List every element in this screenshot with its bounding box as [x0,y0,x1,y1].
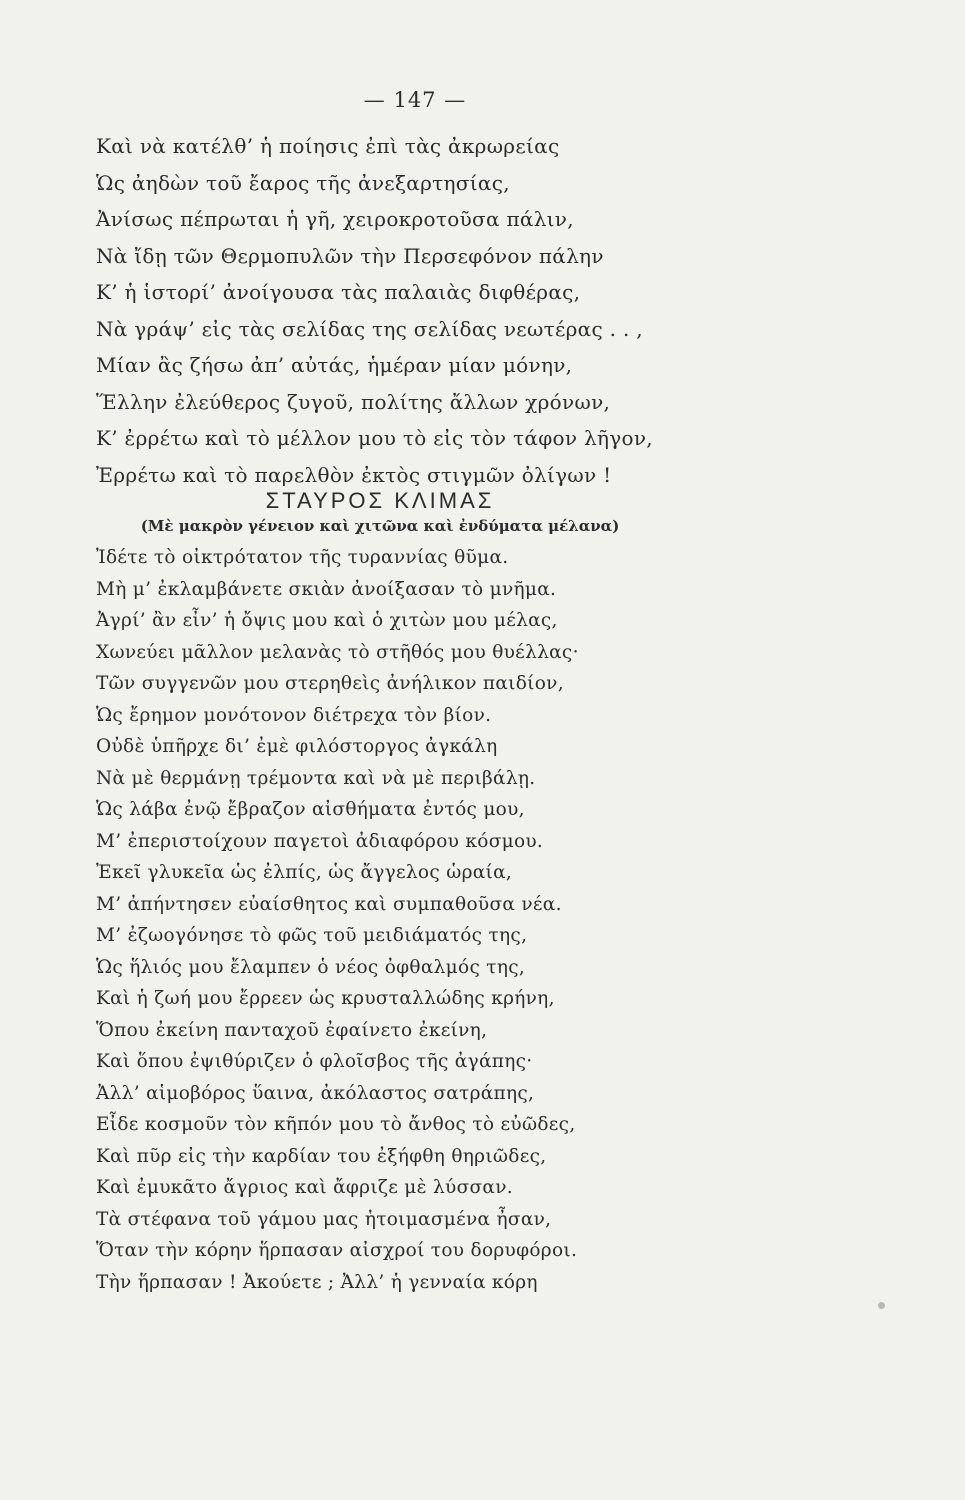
verse-line: Νὰ μὲ θερμάνῃ τρέμοντα καὶ νὰ μὲ περιβάλῃ. [96,767,536,789]
verse-line: Ὡς λάβα ἐνῷ ἔβραζον αἰσθήματα ἐντός μου, [96,799,525,820]
verse-line: Μίαν ἂς ζήσω ἀπ’ αὐτάς, ἡμέραν μίαν μόνην, [96,353,573,377]
verse-line: Καὶ ἡ ζωή μου ἔρρεεν ὡς κρυσταλλώδης κρήνη, [96,988,555,1009]
verse-line: Καὶ νὰ κατέλθ’ ἡ ποίησις ἐπὶ τὰς ἀκρωρείας [96,134,560,158]
verse-line: Ἕλλην ἐλεύθερος ζυγοῦ, πολίτης ἄλλων χρόνων, [96,389,611,414]
verse-line: Καὶ ἐμυκᾶτο ἄγριος καὶ ἄφριζε μὲ λύσσαν. [96,1177,513,1198]
verse-line: Ὅταν τὴν κόρην ἥρπασαν αἰσχροί του δορυφόροι. [96,1240,578,1261]
verse-line: Νὰ ἴδῃ τῶν Θερμοπυλῶν τὴν Περσεφόνον πάλην [96,243,604,268]
verse-line: Ἰδέτε τὸ οἰκτρότατον τῆς τυραννίας θῦμα. [96,547,509,568]
verse-line: Τῶν συγγενῶν μου στερηθεὶς ἀνήλικον παιδίον, [96,673,564,694]
paper-speck [878,1302,885,1309]
verse-line: Νὰ γράψ’ εἰς τὰς σελίδας της σελίδας νεωτέρας . . , [96,316,643,341]
verse-line: Ὅπου ἐκείνη πανταχοῦ ἐφαίνετο ἐκείνη, [96,1019,488,1041]
verse-line: Χωνεύει μᾶλλον μελανὰς τὸ στῆθός μου θυέλλας· [96,641,579,663]
verse-line: Ἐκεῖ γλυκεῖα ὡς ἐλπίς, ὡς ἄγγελος ὡραία, [96,862,513,883]
verse-line: Καὶ πῦρ εἰς τὴν καρδίαν του ἐξήφθη θηριῶδες, [96,1145,547,1167]
verse-line: Μὴ μ’ ἐκλαμβάνετε σκιὰν ἀνοίξασαν τὸ μνῆμα. [96,578,557,600]
verse-line: Οὐδὲ ὑπῆρχε δι’ ἐμὲ φιλόστοργος ἀγκάλη [96,736,498,757]
verse-block-bottom [96,542,696,1298]
verse-line: Καὶ ὅπου ἐψιθύριζεν ὁ φλοῖσβος τῆς ἀγάπης· [96,1051,533,1072]
page-number: — 147 — [363,88,467,112]
verse-line: Ὡς ἀηδὼν τοῦ ἔαρος τῆς ἀνεξαρτησίας, [96,170,510,195]
verse-line: Τὴν ἥρπασαν ! Ἀκούετε ; Ἀλλ’ ἡ γενναία κόρη [96,1271,538,1293]
section-title: ΣΤΑΥΡΟΣ ΚΛΙΜΑΣ [265,488,495,513]
stage-direction: (Μὲ μακρὸν γένειον καὶ χιτῶνα καὶ ἐνδύματα μέλανα) [140,517,620,535]
verse-block-top [96,128,696,493]
verse-line: Μ’ ἀπήντησεν εὐαίσθητος καὶ συμπαθοῦσα νέα. [96,893,562,915]
verse-line: Ἀνίσως πέπρωται ἡ γῆ, χειροκροτοῦσα πάλιν, [96,207,574,231]
verse-line: Μ’ ἐπεριστοίχουν παγετοὶ ἀδιαφόρου κόσμου. [96,830,544,852]
verse-line: Τὰ στέφανα τοῦ γάμου μας ἡτοιμασμένα ἦσαν, [96,1208,552,1230]
verse-line: Ἀγρί’ ἂν εἶν’ ἡ ὄψις μου καὶ ὁ χιτὼν μου μέλας, [96,610,558,631]
verse-line: Κ’ ἐρρέτω καὶ τὸ μέλλον μου τὸ εἰς τὸν τάφον λῆγον, [96,426,653,450]
verse-line: Μ’ ἐζωογόνησε τὸ φῶς τοῦ μειδιάματός της, [96,925,528,946]
verse-line: Κ’ ἡ ἱστορί’ ἀνοίγουσα τὰς παλαιὰς διφθέρας, [96,280,581,304]
verse-line: Εἶδε κοσμοῦν τὸν κῆπόν μου τὸ ἄνθος τὸ εὐῶδες, [96,1114,576,1135]
verse-line: Ὡς ἥλιός μου ἔλαμπεν ὁ νέος ὀφθαλμός της, [96,956,526,978]
verse-line: Ὡς ἔρημον μονότονον διέτρεχα τὸν βίον. [96,704,492,726]
verse-line: Ἀλλ’ αἱμοβόρος ὕαινα, ἀκόλαστος σατράπης, [96,1082,535,1104]
verse-line: Ἐρρέτω καὶ τὸ παρελθὸν ἐκτὸς στιγμῶν ὀλίγων ! [96,462,612,487]
